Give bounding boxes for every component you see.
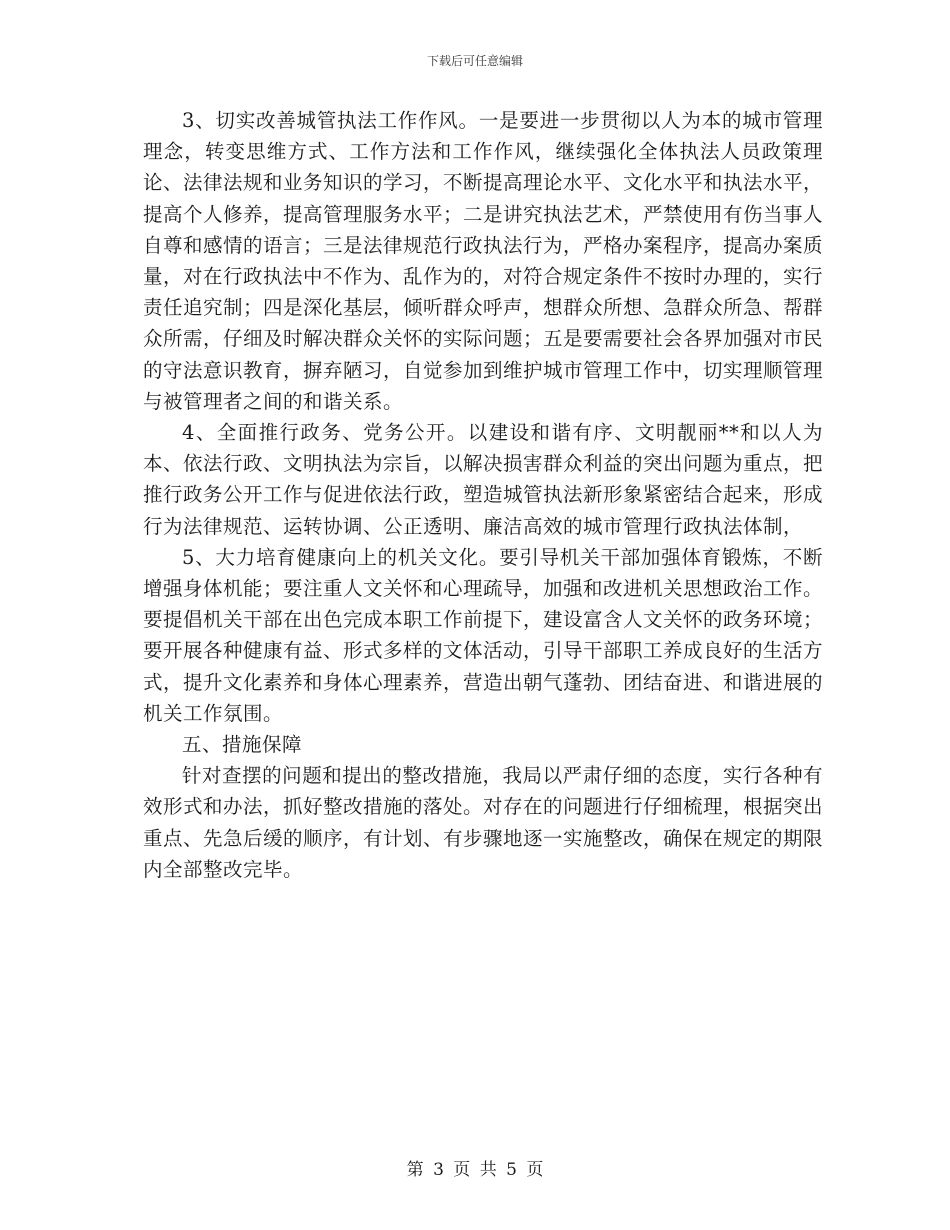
paragraph-5-office-culture: 5、大力培育健康向上的机关文化。要引导机关干部加强体育锻炼，不断增强身体机能；要注重人文关怀和心理疏导，加强和改进机关思想政治工作。要提倡机关干部在出色完成本职工作前提下，建设富含人文关怀的政务环境；要开展各种健康有益、形式多样的文体活动，引导干部职工养成良好的生活方式，提升文化素养和身体心理素养，营造出朝气蓬勃、团结奋进、和谐进展的机关工作氛围。 xyxy=(143,545,824,725)
page-number: 第 3 页 共 5 页 xyxy=(406,1160,544,1180)
section-heading-measures: 五、措施保障 xyxy=(182,733,303,757)
paragraph-measures: 针对查摆的问题和提出的整改措施，我局以严肃仔细的态度，实行各种有效形式和办法，抓好整改措施的落处。对存在的问题进行仔细梳理，根据突出重点、先急后缓的顺序，有计划、有步骤地逐一实施整改，确保在规定的期限内全部整改完毕。 xyxy=(143,764,824,881)
document-body xyxy=(143,105,823,885)
paragraph-3-work-style: 3、切实改善城管执法工作作风。一是要进一步贯彻以人为本的城市管理理念，转变思维方式、工作方法和工作作风，继续强化全体执法人员政策理论、法律法规和业务知识的学习，不断提高理论水平、文化水平和执法水平，提高个人修养，提高管理服务水平；二是讲究执法艺术，严禁使用有伤当事人自尊和感情的语言；三是法律规范行政执法行为，严格办案程序，提高办案质量，对在行政执法中不作为、乱作为的，对符合规定条件不按时办理的，实行责任追究制；四是深化基层，倾听群众呼声，想群众所想、急群众所急、帮群众所需，仔细及时解决群众关怀的实际问题；五是要需要社会各界加强对市民的守法意识教育，摒弃陋习，自觉参加到维护城市管理工作中，切实理顺管理与被管理者之间的和谐关系。 xyxy=(143,109,824,413)
page-header: 下载后可任意编辑 xyxy=(426,54,523,68)
paragraph-4-public-affairs: 4、全面推行政务、党务公开。以建设和谐有序、文明靓丽**和以人为本、依法行政、文明执法为宗旨，以解决损害群众利益的突出问题为重点，把推行政务公开工作与促进依法行政，塑造城管执法新形象紧密结合起来，形成行为法律规范、运转协调、公正透明、廉洁高效的城市管理行政执法体制， xyxy=(143,421,824,538)
